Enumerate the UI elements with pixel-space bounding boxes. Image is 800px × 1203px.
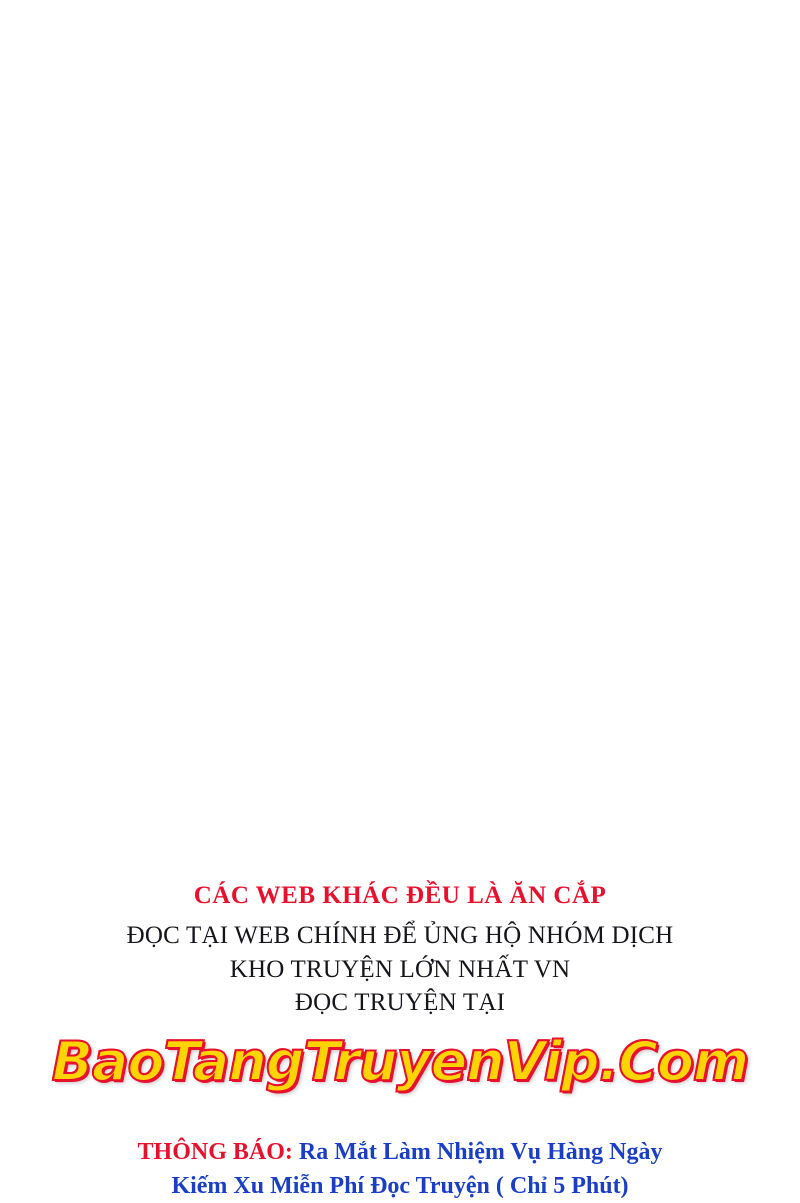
notice-line-1 — [0, 1135, 800, 1169]
notice-line-1-text: Ra Mắt Làm Nhiệm Vụ Hàng Ngày — [298, 1139, 663, 1165]
promo-block — [0, 880, 800, 1093]
promo-warning-line: CÁC WEB KHÁC ĐỀU LÀ ĂN CẮP — [193, 882, 607, 909]
site-brand-wordmark[interactable]: BaoTangTruyenVip.Com — [51, 1029, 749, 1093]
notice-line-2: Kiếm Xu Miễn Phí Đọc Truyện ( Chỉ 5 Phút) — [171, 1173, 629, 1200]
promo-info-line-3: ĐỌC TRUYỆN TẠI — [294, 989, 506, 1017]
notice-label: THÔNG BÁO: — [137, 1139, 293, 1165]
notice-block — [0, 1135, 800, 1203]
promo-info-line-2: KHO TRUYỆN LỚN NHẤT VN — [229, 955, 571, 983]
promo-info-line-1: ĐỌC TẠI WEB CHÍNH ĐỂ ỦNG HỘ NHÓM DỊCH — [126, 922, 674, 950]
